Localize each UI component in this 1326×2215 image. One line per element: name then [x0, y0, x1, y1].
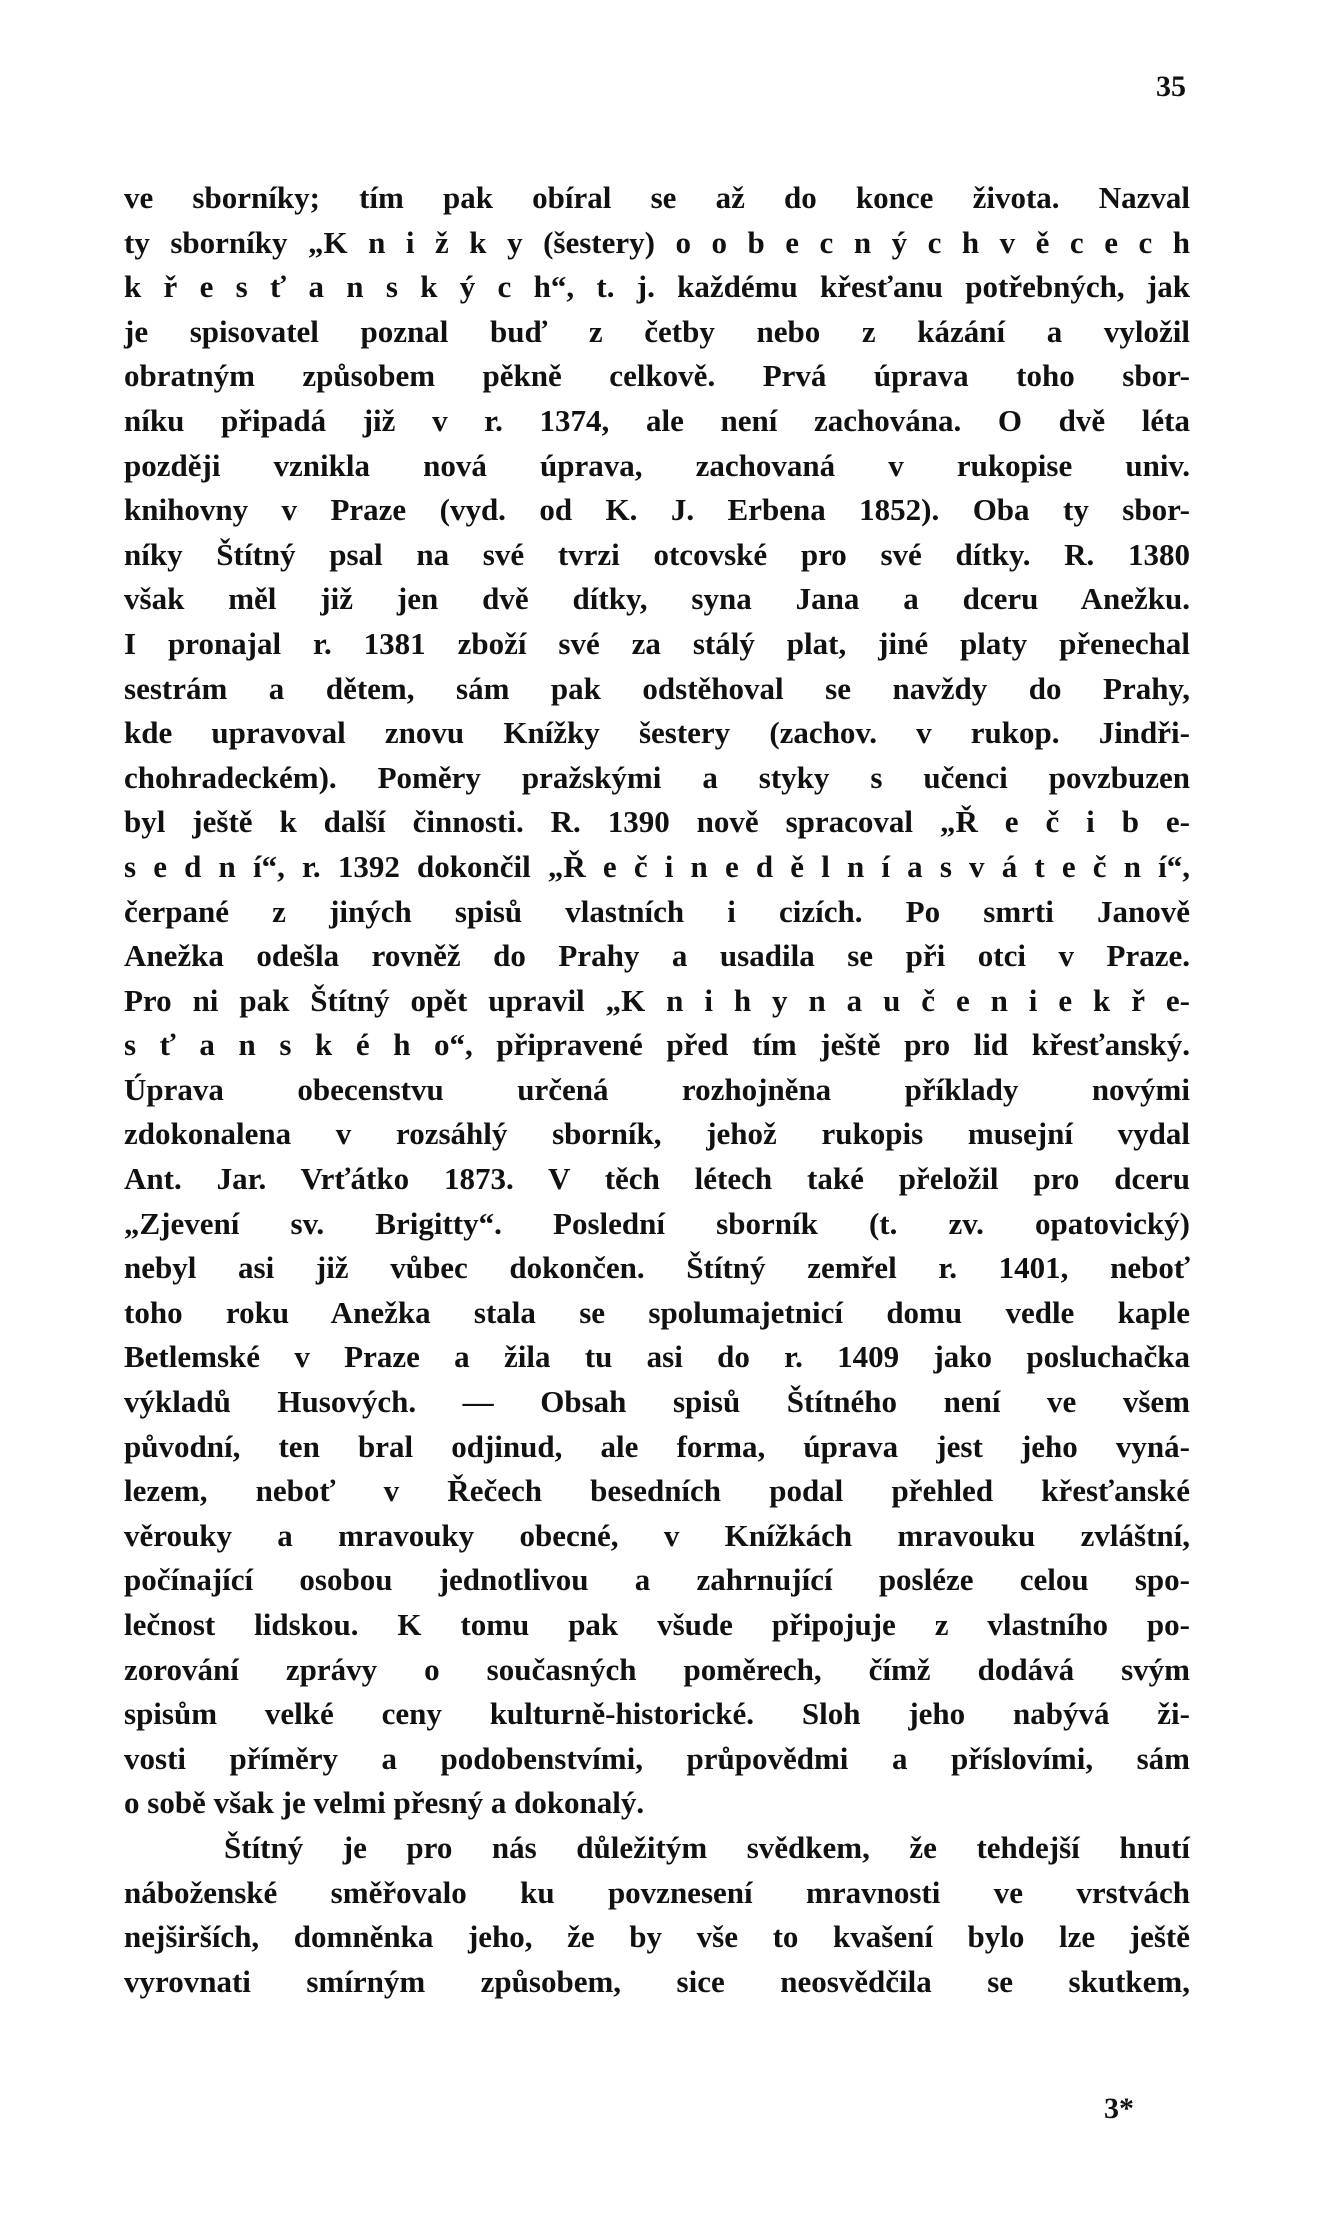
text-line: původní, ten bral odjinud, ale forma, úprava jest jeho vyná- [124, 1428, 1190, 1464]
text-line: s e d n í“, r. 1392 dokončil „Ř e č i n e d ě l n í a s v á t e č n í“, [124, 848, 1190, 884]
text-line: Ant. Jar. Vrťátko 1873. V těch létech také přeložil pro dceru [124, 1161, 1190, 1197]
text-line: níky Štítný psal na své tvrzi otcovské pro své dítky. R. 1380 [124, 536, 1190, 572]
text-line: nejširších, domněnka jeho, že by vše to kvašení bylo lze ještě [124, 1919, 1190, 1955]
text-line: o sobě však je velmi přesný a dokonalý. [124, 1785, 645, 1821]
text-line: knihovny v Praze (vyd. od K. J. Erbena 1852). Oba ty sbor- [124, 492, 1190, 528]
text-line: byl ještě k další činnosti. R. 1390 nově spracoval „Ř e č i b e- [124, 804, 1190, 840]
text-line: čerpané z jiných spisů vlastních i cizích. Po smrti Janově [124, 893, 1190, 929]
text-line: spisům velké ceny kulturně-historické. Sloh jeho nabývá ži- [124, 1696, 1190, 1732]
text-line: však měl již jen dvě dítky, syna Jana a dceru Anežku. [124, 581, 1190, 617]
text-line: ve sborníky; tím pak obíral se až do konce života. Nazval [124, 180, 1190, 215]
text-line: obratným způsobem pěkně celkově. Prvá úprava toho sbor- [124, 358, 1190, 394]
text-line: lezem, neboť v Řečech besedních podal přehled křesťanské [124, 1473, 1190, 1509]
text-line: k ř e s ť a n s k ý c h“, t. j. každému křesťanu potřebných, jak [124, 269, 1190, 305]
text-line: zdokonalena v rozsáhlý sborník, jehož rukopis musejní vydal [124, 1116, 1190, 1152]
text-line: Anežka odešla rovněž do Prahy a usadila se při otci v Praze. [124, 938, 1190, 974]
text-line: lečnost lidskou. K tomu pak všude připojuje z vlastního po- [124, 1607, 1190, 1642]
text-line: později vznikla nová úprava, zachovaná v rukopise univ. [124, 447, 1190, 483]
text-line: „Zjevení sv. Brigitty“. Poslední sborník (t. zv. opatovický) [124, 1205, 1190, 1241]
text-line: je spisovatel poznal buď z četby nebo z kázání a vyložil [124, 313, 1190, 349]
text-line: ty sborníky „K n i ž k y (šestery) o o b e c n ý c h v ě c e c h [124, 224, 1190, 260]
page-number: 35 [1156, 70, 1186, 103]
text-line: I pronajal r. 1381 zboží své za stálý plat, jiné platy přenechal [124, 625, 1190, 661]
text-line: vosti příměry a podobenstvími, průpovědmi a příslovími, sám [124, 1740, 1190, 1776]
text-line: chohradeckém). Poměry pražskými a styky s učenci povzbuzen [124, 759, 1190, 795]
text-line: Betlemské v Praze a žila tu asi do r. 1409 jako posluchačka [124, 1339, 1190, 1375]
text-line: počínající osobou jednotlivou a zahrnující posléze celou spo- [124, 1562, 1190, 1598]
text-line: níku připadá již v r. 1374, ale není zachována. O dvě léta [124, 402, 1190, 438]
text-line: Štítný je pro nás důležitým svědkem, že tehdejší hnutí [224, 1829, 1190, 1865]
text-line: nebyl asi již vůbec dokončen. Štítný zemřel r. 1401, neboť [124, 1250, 1190, 1286]
text-line: zorování zprávy o současných poměrech, čímž dodává svým [124, 1651, 1190, 1687]
text-line: náboženské směřovalo ku povznesení mravnosti ve vrstvách [124, 1874, 1190, 1910]
text-line: Úprava obecenstvu určená rozhojněna příklady novými [124, 1071, 1190, 1107]
text-line: vyrovnati smírným způsobem, sice neosvědčila se skutkem, [124, 1963, 1190, 1999]
text-line: Pro ni pak Štítný opět upravil „K n i h y n a u č e n i e k ř e- [124, 982, 1190, 1018]
text-line: věrouky a mravouky obecné, v Knížkách mravouku zvláštní, [124, 1517, 1190, 1553]
text-line: s ť a n s k é h o“, připravené před tím ještě pro lid křesťanský. [124, 1027, 1190, 1063]
text-line: kde upravoval znovu Knížky šestery (zachov. v rukop. Jindři- [124, 715, 1190, 751]
text-line: toho roku Anežka stala se spolumajetnicí domu vedle kaple [124, 1294, 1190, 1330]
body-text [124, 176, 1190, 2004]
text-line: výkladů Husových. — Obsah spisů Štítného není ve všem [124, 1384, 1190, 1420]
signature-mark: 3* [1104, 2092, 1134, 2125]
text-line: sestrám a dětem, sám pak odstěhoval se navždy do Prahy, [124, 670, 1190, 706]
